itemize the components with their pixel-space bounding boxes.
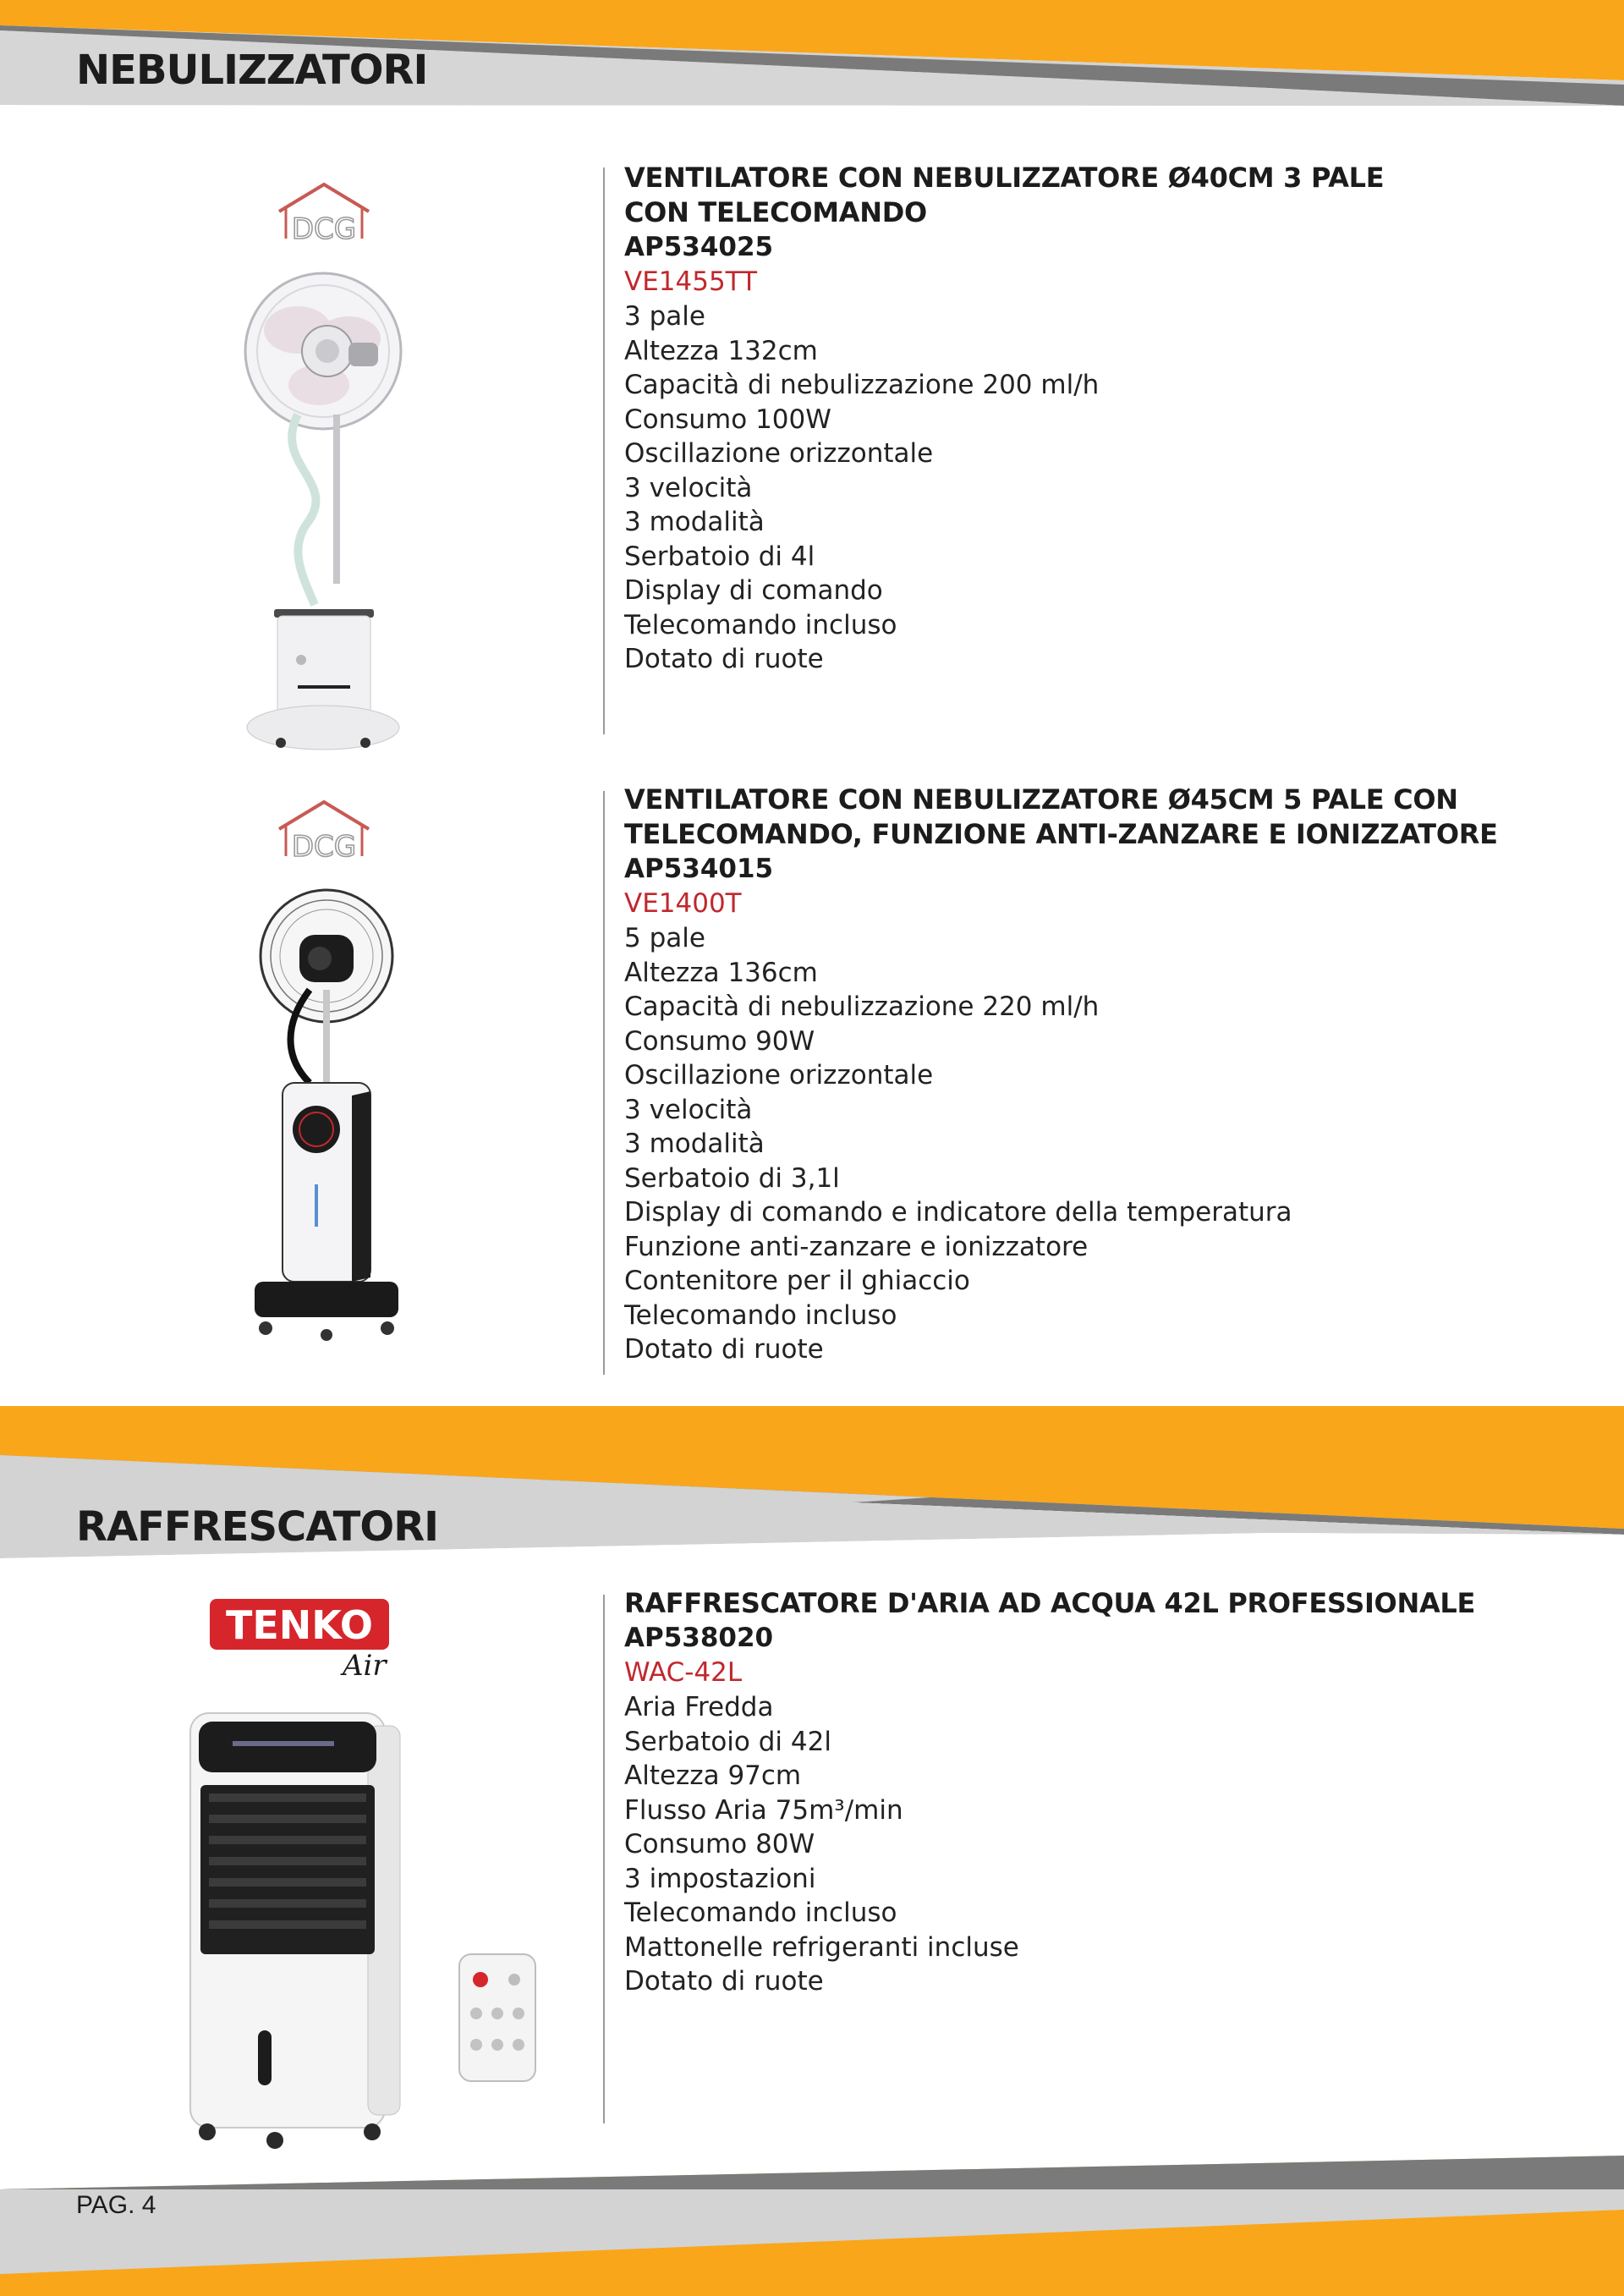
- feature-item: Altezza 97cm: [624, 1760, 802, 1791]
- dcg-logo: [269, 178, 379, 254]
- feature-item: 3 modalità: [624, 1129, 765, 1159]
- divider-line: [603, 168, 605, 734]
- product-code: AP538020: [624, 1623, 774, 1653]
- feature-item: Telecomando incluso: [624, 1898, 897, 1928]
- feature-item: 3 impostazioni: [624, 1863, 816, 1894]
- feature-item: Serbatoio di 3,1l: [624, 1162, 840, 1194]
- section-title-nebulizzatori: NEBULIZZATORI: [76, 47, 428, 94]
- feature-item: 5 pale: [624, 923, 705, 953]
- section-title-raffrescatori: RAFFRESCATORI: [76, 1503, 439, 1551]
- feature-item: Consumo 100W: [624, 404, 831, 435]
- feature-item: Display di comando: [624, 575, 883, 606]
- tenko-air-logo: [203, 1595, 406, 1679]
- feature-item: Serbatoio di 42l: [624, 1726, 831, 1757]
- feature-item: Aria Fredda: [624, 1692, 774, 1722]
- feature-item: Altezza 132cm: [624, 335, 818, 366]
- product-info: [624, 1586, 1588, 1999]
- feature-item: Mattonelle refrigeranti incluse: [624, 1931, 1019, 1963]
- air-cooler-image: [173, 1709, 410, 2157]
- product-title-line: VENTILATORE CON NEBULIZZATORE Ø40CM 3 PALE: [624, 162, 1385, 194]
- feature-item: Contenitore per il ghiaccio: [624, 1266, 970, 1296]
- feature-item: Dotato di ruote: [624, 644, 824, 674]
- product-model: VE1455TT: [624, 266, 758, 297]
- feature-list: [624, 921, 1588, 1367]
- feature-item: Altezza 136cm: [624, 957, 818, 988]
- product-card-1: [0, 161, 1624, 736]
- feature-item: Oscillazione orizzontale: [624, 438, 934, 469]
- feature-item: 3 velocità: [624, 1094, 753, 1125]
- feature-item: Dotato di ruote: [624, 1334, 824, 1365]
- feature-item: Display di comando e indicatore della temperatura: [624, 1197, 1292, 1228]
- svg-text:Air: Air: [343, 1649, 387, 1679]
- section-banner-raffrescatori: [0, 1406, 1624, 1563]
- section-banner-nebulizzatori: [0, 0, 1624, 110]
- feature-item: Serbatoio di 4l: [624, 541, 815, 572]
- product-info: [624, 161, 1588, 677]
- divider-line: [603, 1595, 605, 2123]
- feature-item: Telecomando incluso: [624, 1299, 897, 1331]
- svg-text:DCG: DCG: [291, 212, 357, 246]
- feature-item: Dotato di ruote: [624, 1966, 824, 1997]
- product-code: AP534015: [624, 854, 774, 884]
- banner-graphic: [0, 2156, 1624, 2296]
- product-model: WAC-42L: [624, 1657, 743, 1688]
- svg-text:DCG: DCG: [291, 830, 357, 864]
- feature-item: Consumo 90W: [624, 1025, 815, 1057]
- product-title-line: VENTILATORE CON NEBULIZZATORE Ø45CM 5 PALE CON: [624, 783, 1458, 816]
- feature-item: 3 modalità: [624, 507, 765, 537]
- feature-item: Funzione anti-zanzare e ionizzatore: [624, 1231, 1089, 1262]
- product-title-line: RAFFRESCATORE D'ARIA AD ACQUA 42L PROFESSIONALE: [624, 1587, 1476, 1619]
- feature-item: Oscillazione orizzontale: [624, 1060, 934, 1090]
- product-card-3: [0, 1587, 1624, 2183]
- product-title-line: TELECOMANDO, FUNZIONE ANTI-ZANZARE E IONIZZATORE: [624, 818, 1498, 850]
- feature-item: Consumo 80W: [624, 1829, 815, 1859]
- feature-item: Capacità di nebulizzazione 200 ml/h: [624, 370, 1100, 400]
- product-code: AP534025: [624, 232, 774, 262]
- product-card-2: [0, 783, 1624, 1375]
- mist-fan-45cm-image: [250, 888, 403, 1345]
- footer-banner: [0, 2156, 1624, 2296]
- product-info: [624, 783, 1588, 1367]
- divider-line: [603, 791, 605, 1375]
- feature-item: Flusso Aria 75m³/min: [624, 1794, 903, 1826]
- feature-list: [624, 1690, 1588, 1999]
- feature-item: Telecomando incluso: [624, 609, 897, 640]
- mist-fan-40cm-image: [239, 271, 408, 753]
- feature-list: [624, 299, 1588, 677]
- page-number: PAG. 4: [76, 2191, 156, 2219]
- feature-item: 3 velocità: [624, 472, 753, 503]
- feature-item: 3 pale: [624, 301, 705, 332]
- svg-text:TENKO: TENKO: [226, 1602, 373, 1648]
- feature-item: Capacità di nebulizzazione 220 ml/h: [624, 991, 1100, 1022]
- product-model: VE1400T: [624, 888, 742, 919]
- product-title-line: CON TELECOMANDO: [624, 196, 927, 228]
- remote-control-image: [455, 1950, 540, 2085]
- dcg-logo: [269, 795, 379, 871]
